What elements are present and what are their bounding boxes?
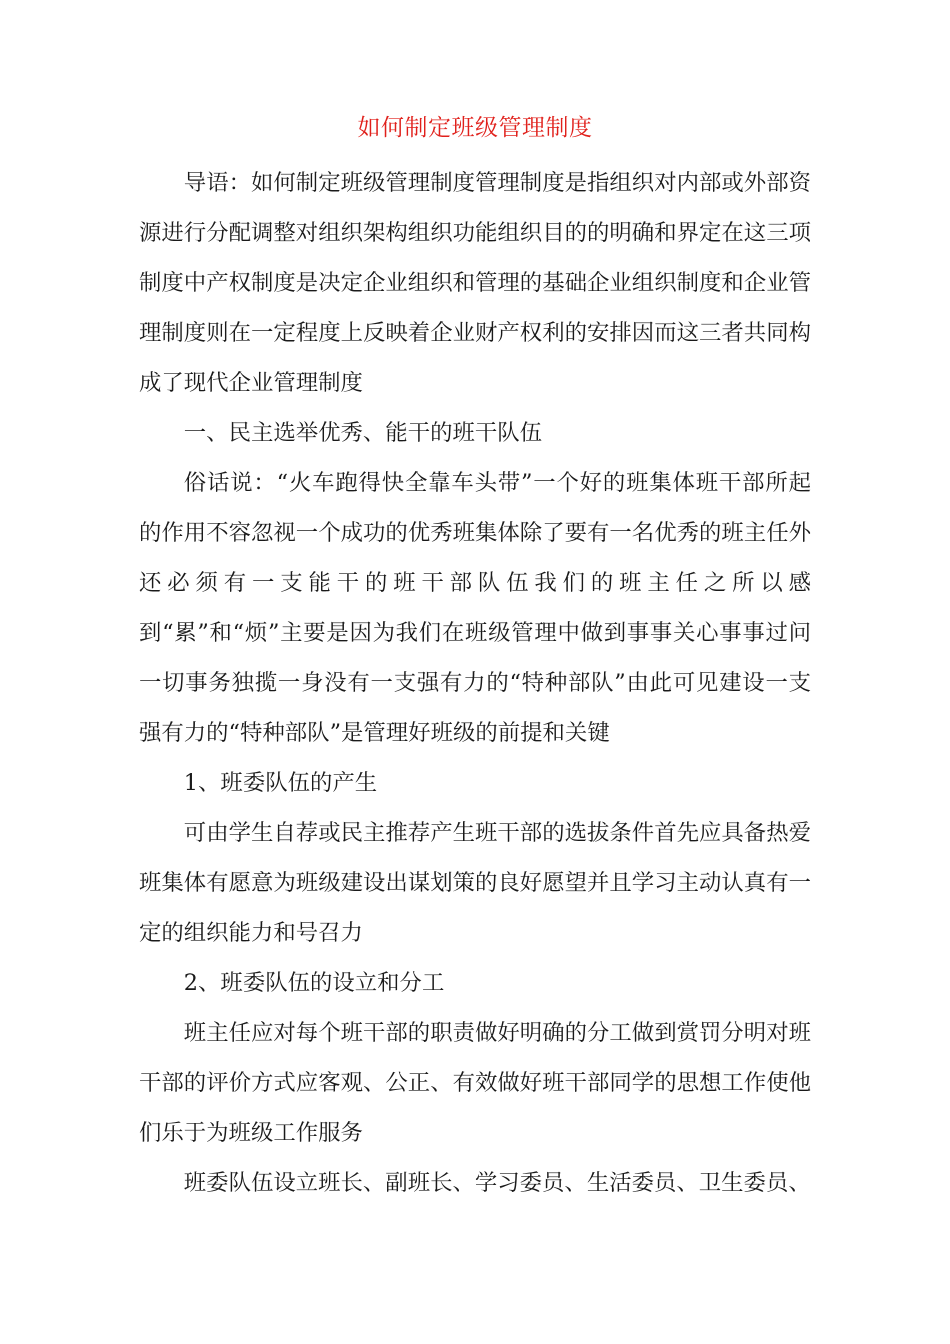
paragraph-selection: 可由学生自荐或民主推荐产生班干部的选拔条件首先应具备热爱班集体有愿意为班级建设出谋划策的良好愿望并且学习主动认真有一定的组织能力和号召力: [139, 820, 811, 946]
subsection-heading-1: 1、班委队伍的产生: [183, 770, 378, 796]
paragraph-proverb: 俗话说：“火车跑得快全靠车头带”一个好的班集体班干部所起的作用不容忽视一个成功的优秀班集体除了要有一名优秀的班主任外还必须有一支能干的班干部队伍我们的班主任之所以感到“累”和“烦”主要是因为我们在班级管理中做到事事关心事事过问一切事务独揽一身没有一支强有力的“特种部队”由此可见建设一支强有力的“特种部队”是管理好班级的前提和关键: [139, 470, 811, 746]
section-heading-1: 一、民主选举优秀、能干的班干队伍: [183, 420, 543, 446]
document-body: [139, 158, 811, 1208]
paragraph-roles: 班委队伍设立班长、副班长、学习委员、生活委员、卫生委员、: [183, 1170, 811, 1196]
document-title: 如何制定班级管理制度: [357, 115, 593, 141]
paragraph-division: 班主任应对每个班干部的职责做好明确的分工做到赏罚分明对班干部的评价方式应客观、公正、有效做好班干部同学的思想工作使他们乐于为班级工作服务: [139, 1020, 811, 1146]
paragraph-intro: 导语：如何制定班级管理制度管理制度是指组织对内部或外部资源进行分配调整对组织架构组织功能组织目的的明确和界定在这三项制度中产权制度是决定企业组织和管理的基础企业组织制度和企业管理制度则在一定程度上反映着企业财产权利的安排因而这三者共同构成了现代企业管理制度: [139, 170, 811, 396]
subsection-heading-2: 2、班委队伍的设立和分工: [183, 970, 445, 996]
